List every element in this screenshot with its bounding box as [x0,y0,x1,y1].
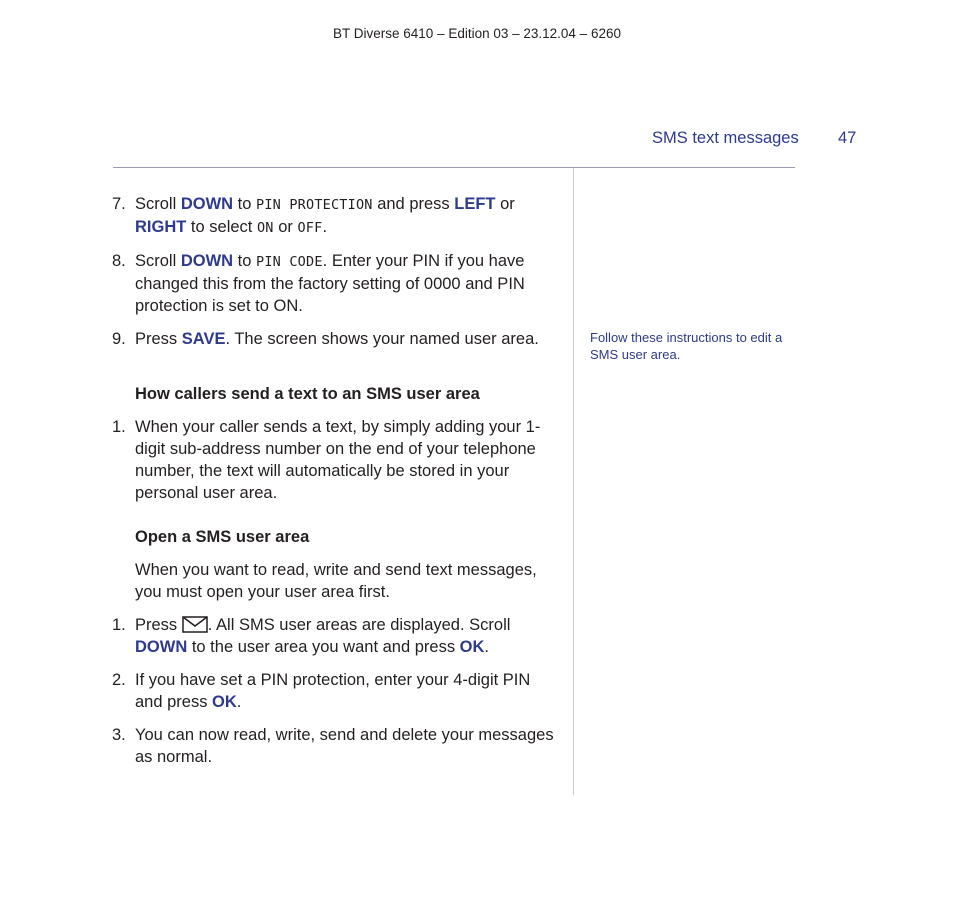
step-text: to the user area you want and press [187,638,460,656]
open-step-2 [112,669,562,713]
display-text-on: ON [256,220,274,236]
envelope-icon [182,616,208,633]
key-ok: OK [459,638,485,656]
step-number: 2. [112,671,126,689]
open-step-1 [112,614,562,658]
step-text: Press [135,616,182,634]
key-save: SAVE [181,330,226,348]
key-right: RIGHT [135,218,187,236]
open-intro: When you want to read, write and send text messages, you must open your user area first. [135,561,537,601]
step-7 [112,193,562,239]
key-down: DOWN [180,195,234,213]
open-step-3 [112,724,562,768]
step-text: . Enter your PIN if you have changed this from the factory setting of 0000 and PIN protection is set to ON. [135,252,525,315]
step-text: Scroll [135,252,181,270]
column-divider [573,168,574,795]
section-title: SMS text messages [652,129,799,147]
key-ok: OK [212,693,237,711]
step-text: . The screen shows your named user area. [225,330,539,348]
edition-line: BT Diverse 6410 – Edition 03 – 23.12.04 – 6260 [333,26,621,41]
step-text: to [233,252,257,270]
header-rule [113,167,795,168]
step-text: If you have set a PIN protection, enter your 4-digit PIN and press [135,671,531,711]
step-number: 8. [112,252,126,270]
step-text: or [273,218,298,236]
display-text-off: OFF [297,220,323,236]
step-number: 9. [112,330,126,348]
page-number: 47 [838,129,857,147]
step-text: Scroll [135,195,181,213]
callers-step-1 [112,416,562,504]
step-text: . [322,218,328,236]
step-number: 3. [112,726,126,744]
heading-open-user-area: Open a SMS user area [135,528,310,546]
step-text: . [236,693,242,711]
key-down: DOWN [135,638,188,656]
main-column [112,193,562,768]
step-text: Press [135,330,182,348]
step-text: and press [372,195,455,213]
step-number: 1. [112,418,126,436]
display-text-pin-code: PIN CODE [256,254,323,270]
key-down: DOWN [180,252,234,270]
step-text: When your caller sends a text, by simply adding your 1-digit sub-address number on the end of your telephone number, the text will automatically be stored in your personal user area. [135,418,541,502]
step-number: 1. [112,616,126,634]
step-text: or [495,195,515,213]
display-text-pin-protection: PIN PROTECTION [256,197,373,213]
side-note: Follow these instructions to edit a SMS user area. [590,330,783,362]
heading-callers-send-text: How callers send a text to an SMS user area [135,385,480,403]
step-number: 7. [112,195,126,213]
step-text: . [484,638,490,656]
step-text: to select [186,218,257,236]
step-9 [112,328,562,350]
step-8 [112,250,562,317]
step-text: to [233,195,257,213]
key-left: LEFT [454,195,496,213]
step-text: . All SMS user areas are displayed. Scroll [207,616,511,634]
step-text: You can now read, write, send and delete your messages as normal. [135,726,554,766]
